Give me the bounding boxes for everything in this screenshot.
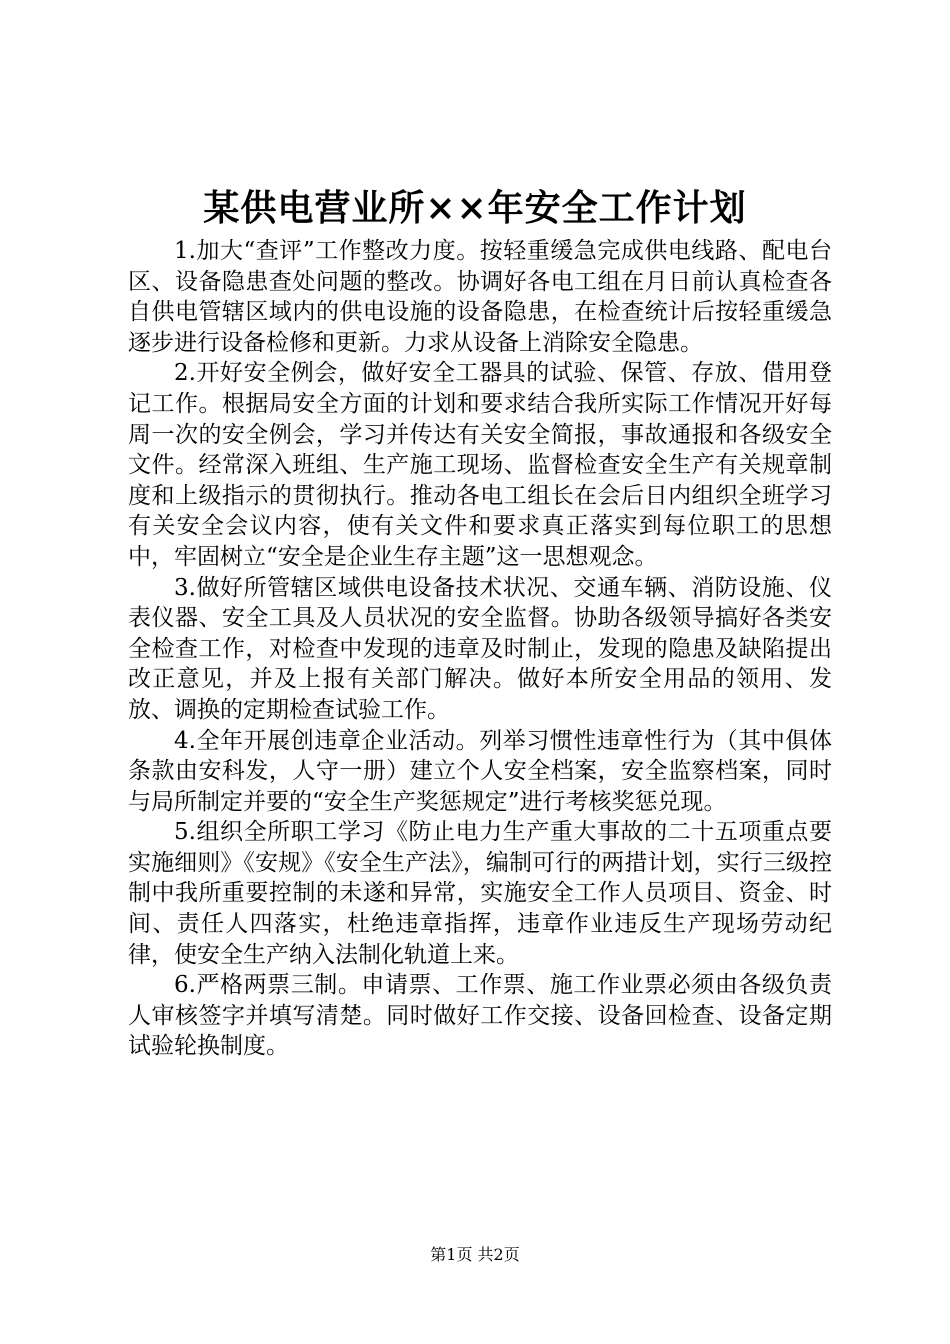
paragraph-1: 1.加大“查评”工作整改力度。按轻重缓急完成供电线路、配电台区、设备隐患查处问题的整改。协调好各电工组在月日前认真检查各自供电管辖区域内的供电设施的设备隐患，在检查统计后按轻重缓急逐步进行设备检修和更新。力求从设备上消除安全隐患。 (128, 238, 832, 356)
page-number-footer: 第1页 共2页 (430, 1245, 520, 1264)
paragraph-5: 5.组织全所职工学习《防止电力生产重大事故的二十五项重点要实施细则》《安规》《安全生产法》，编制可行的两措计划，实行三级控制中我所重要控制的未遂和异常，实施安全工作人员项目、资金、时间、责任人四落实，杜绝违章指挥，违章作业违反生产现场劳动纪律，使安全生产纳入法制化轨道上来。 (128, 819, 832, 968)
paragraph-3: 3.做好所管辖区域供电设备技术状况、交通车辆、消防设施、仪表仪器、安全工具及人员状况的安全监督。协助各级领导搞好各类安全检查工作，对检查中发现的违章及时制止，发现的隐患及缺陷提出改正意见，并及上报有关部门解决。做好本所安全用品的领用、发放、调换的定期检查试验工作。 (128, 574, 832, 723)
paragraph-2: 2.开好安全例会，做好安全工器具的试验、保管、存放、借用登记工作。根据局安全方面的计划和要求结合我所实际工作情况开好每周一次的安全例会，学习并传达有关安全简报，事故通报和各级安全文件。经常深入班组、生产施工现场、监督检查安全生产有关规章制度和上级指示的贯彻执行。推动各电工组长在会后日内组织全班学习有关安全会议内容，使有关文件和要求真正落实到每位职工的思想中，牢固树立“安全是企业生存主题”这一思想观念。 (128, 360, 832, 570)
document-title: 某供电营业所××年安全工作计划 (203, 187, 747, 229)
paragraph-4: 4.全年开展创违章企业活动。列举习惯性违章性行为（其中俱体条款由安科发，人守一册）建立个人安全档案，安全监察档案，同时与局所制定并要的“安全生产奖惩规定”进行考核奖惩兑现。 (128, 727, 832, 815)
document-body (128, 236, 832, 1062)
paragraph-6: 6.严格两票三制。申请票、工作票、施工作业票必须由各级负责人审核签字并填写清楚。同时做好工作交接、设备回检查、设备定期试验轮换制度。 (128, 972, 832, 1060)
